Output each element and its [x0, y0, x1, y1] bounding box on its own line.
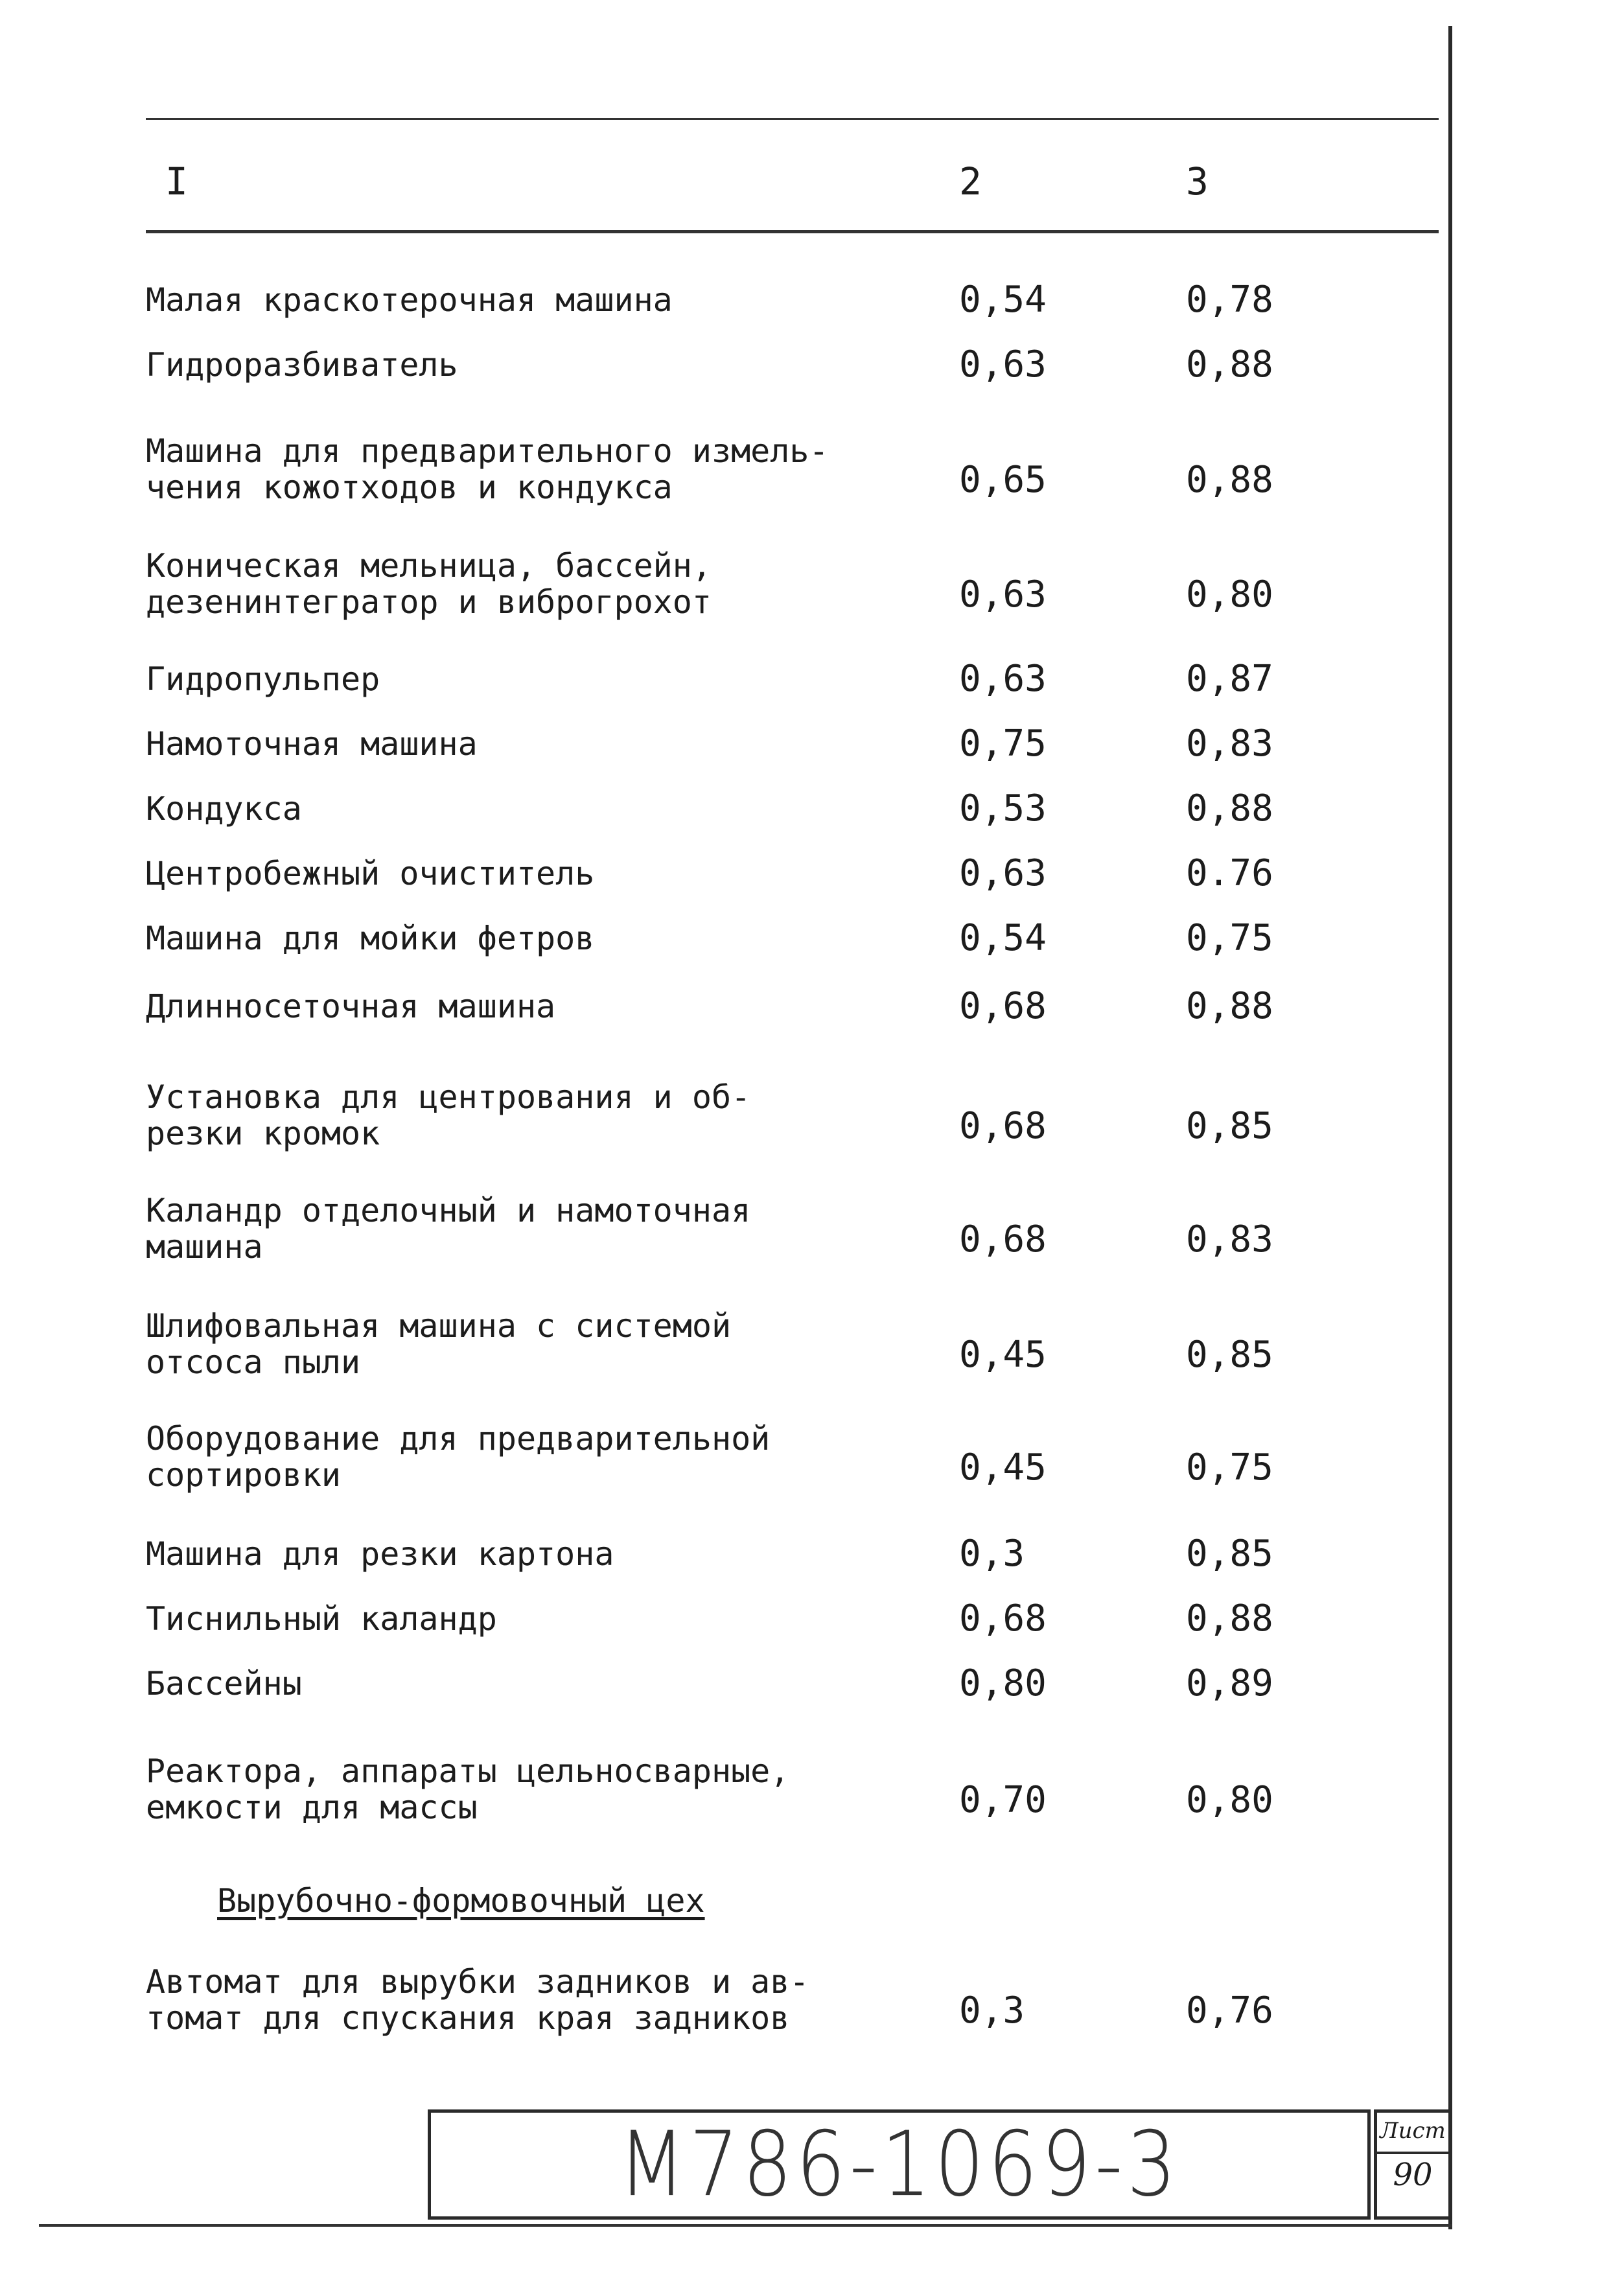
value-col3: 0,75 — [1186, 917, 1273, 959]
value-col2: 0,45 — [959, 1334, 1047, 1376]
value-col3: 0,88 — [1186, 1597, 1273, 1640]
value-col2: 0,54 — [959, 279, 1047, 321]
value-col2: 0,70 — [959, 1779, 1047, 1821]
value-col2: 0,63 — [959, 852, 1047, 894]
value-col3: 0,80 — [1186, 574, 1273, 616]
document-code: М786-1069-3 — [618, 2113, 1180, 2216]
value-col2: 0,54 — [959, 917, 1047, 959]
value-col3: 0,87 — [1186, 658, 1273, 700]
equipment-name: Бассейны — [146, 1665, 302, 1702]
value-col2: 0,65 — [959, 459, 1047, 501]
equipment-name: Кондукса — [146, 790, 302, 828]
equipment-name: Автомат для вырубки задников и ав- томат для спускания края задников — [146, 1963, 809, 2037]
table-top-rule — [146, 118, 1439, 120]
page-right-border — [1448, 26, 1452, 2229]
equipment-name: Каландр отделочный и намоточная машина — [146, 1192, 751, 1266]
sheet-number: 90 — [1393, 2157, 1433, 2193]
column-header-3: 3 — [1186, 159, 1209, 203]
value-col3: 0,78 — [1186, 279, 1273, 321]
page-bottom-rule — [39, 2224, 1452, 2227]
value-col3: 0.76 — [1186, 852, 1273, 894]
value-col3: 0,83 — [1186, 1218, 1273, 1260]
value-col2: 0,3 — [959, 1990, 1025, 2032]
value-col3: 0,88 — [1186, 343, 1273, 386]
column-header-2: 2 — [959, 159, 982, 203]
equipment-name: Малая краскотерочная машина — [146, 281, 673, 319]
value-col3: 0,85 — [1186, 1334, 1273, 1376]
equipment-name: Машина для резки картона — [146, 1535, 614, 1573]
value-col2: 0,75 — [959, 723, 1047, 765]
value-col2: 0,68 — [959, 1218, 1047, 1260]
value-col2: 0,80 — [959, 1662, 1047, 1704]
equipment-name: Намоточная машина — [146, 725, 478, 763]
value-col3: 0,89 — [1186, 1662, 1273, 1704]
value-col3: 0,75 — [1186, 1446, 1273, 1489]
equipment-name: Шлифовальная машина с системой отсоса пыли — [146, 1307, 732, 1381]
section-title: Вырубочно-формовочный цех — [217, 1882, 705, 1920]
value-col3: 0,88 — [1186, 787, 1273, 830]
value-col2: 0,63 — [959, 343, 1047, 386]
equipment-name: Гидроразбиватель — [146, 346, 458, 384]
equipment-name: Центробежный очиститель — [146, 855, 595, 892]
value-col2: 0,68 — [959, 985, 1047, 1027]
equipment-name: Реактора, аппараты цельносварные, емкости для массы — [146, 1752, 790, 1826]
equipment-name: Длинносеточная машина — [146, 988, 556, 1025]
value-col2: 0,63 — [959, 658, 1047, 700]
value-col2: 0,68 — [959, 1597, 1047, 1640]
document-stamp — [428, 2109, 1371, 2220]
equipment-name: Тиснильный каландр — [146, 1600, 497, 1638]
value-col2: 0,53 — [959, 787, 1047, 830]
value-col3: 0,88 — [1186, 459, 1273, 501]
value-col2: 0,68 — [959, 1105, 1047, 1147]
value-col3: 0,85 — [1186, 1105, 1273, 1147]
equipment-name: Установка для центрования и об- резки кромок — [146, 1078, 751, 1152]
equipment-name: Машина для предварительного измель- чения кожотходов и кондукса — [146, 432, 829, 506]
equipment-name: Коническая мельница, бассейн, дезенинтегратор и виброгрохот — [146, 547, 712, 621]
value-col3: 0,83 — [1186, 723, 1273, 765]
equipment-name: Машина для мойки фетров — [146, 920, 595, 957]
value-col2: 0,63 — [959, 574, 1047, 616]
equipment-name: Оборудование для предварительной сортировки — [146, 1420, 771, 1494]
value-col3: 0,88 — [1186, 985, 1273, 1027]
value-col2: 0,45 — [959, 1446, 1047, 1489]
value-col3: 0,76 — [1186, 1990, 1273, 2032]
table-header-rule — [146, 230, 1439, 233]
value-col2: 0,3 — [959, 1533, 1025, 1575]
sheet-label: Лист — [1377, 2113, 1448, 2154]
equipment-name: Гидропульпер — [146, 660, 380, 698]
value-col3: 0,80 — [1186, 1779, 1273, 1821]
sheet-number-box — [1374, 2109, 1452, 2220]
value-col3: 0,85 — [1186, 1533, 1273, 1575]
column-header-1: I — [165, 159, 188, 203]
